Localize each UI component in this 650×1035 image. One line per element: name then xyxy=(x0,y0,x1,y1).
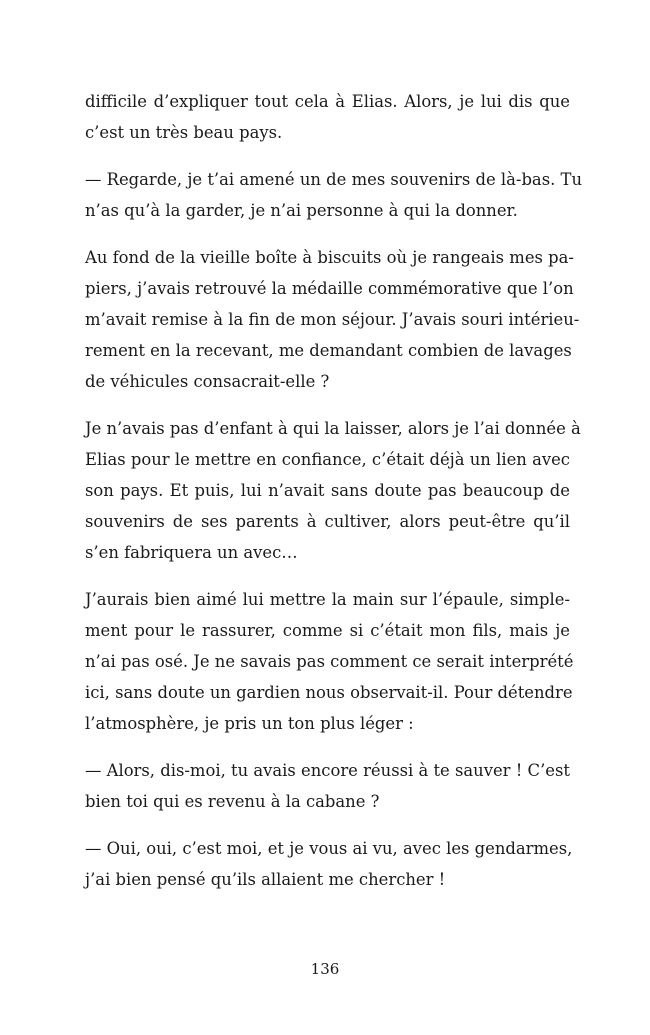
text-line: — Regarde, je t’ai amené un de mes souvenirs de là-bas. Tu xyxy=(85,170,583,189)
text-line: Je n’avais pas d’enfant à qui la laisser, alors je l’ai donnée à xyxy=(85,419,581,438)
page-body xyxy=(85,86,583,895)
text-line: — Alors, dis-moi, tu avais encore réussi à te sauver ! C’est xyxy=(85,761,570,780)
text-line: Elias pour le mettre en confiance, c’était déjà un lien avec xyxy=(85,450,570,469)
text-line: ment pour le rassurer, comme si c’était mon fils, mais je xyxy=(85,621,570,640)
paragraph xyxy=(85,86,570,148)
paragraph xyxy=(85,164,583,226)
text-line: J’aurais bien aimé lui mettre la main sur l’épaule, simple- xyxy=(85,590,570,609)
text-line: n’ai pas osé. Je ne savais pas comment ce serait interprété xyxy=(85,652,574,671)
text-line: l’atmosphère, je pris un ton plus léger : xyxy=(85,714,414,733)
page-number: 136 xyxy=(310,960,340,978)
text-line: de véhicules consacrait-elle ? xyxy=(85,372,330,391)
text-line: j’ai bien pensé qu’ils allaient me chercher ! xyxy=(85,870,446,889)
paragraph xyxy=(85,755,570,817)
text-line: Au fond de la vieille boîte à biscuits où je rangeais mes pa- xyxy=(85,248,574,267)
text-line: m’avait remise à la fin de mon séjour. J’avais souri intérieu- xyxy=(85,310,580,329)
text-line: son pays. Et puis, lui n’avait sans doute pas beaucoup de xyxy=(85,481,570,500)
text-line: c’est un très beau pays. xyxy=(85,123,283,142)
paragraph xyxy=(85,413,581,568)
text-line: difficile d’expliquer tout cela à Elias. Alors, je lui dis que xyxy=(85,92,570,111)
text-line: rement en la recevant, me demandant combien de lavages xyxy=(85,341,572,360)
text-line: souvenirs de ses parents à cultiver, alors peut-être qu’il xyxy=(85,512,570,531)
paragraph xyxy=(85,584,574,739)
text-line: s’en fabriquera un avec… xyxy=(85,543,298,562)
paragraph xyxy=(85,242,580,397)
text-line: piers, j’avais retrouvé la médaille commémorative que l’on xyxy=(85,279,574,298)
text-line: ici, sans doute un gardien nous observait-il. Pour détendre xyxy=(85,683,573,702)
text-line: — Oui, oui, c’est moi, et je vous ai vu, avec les gendarmes, xyxy=(85,839,573,858)
text-line: n’as qu’à la garder, je n’ai personne à qui la donner. xyxy=(85,201,518,220)
text-line: bien toi qui es revenu à la cabane ? xyxy=(85,792,380,811)
paragraph xyxy=(85,833,573,895)
